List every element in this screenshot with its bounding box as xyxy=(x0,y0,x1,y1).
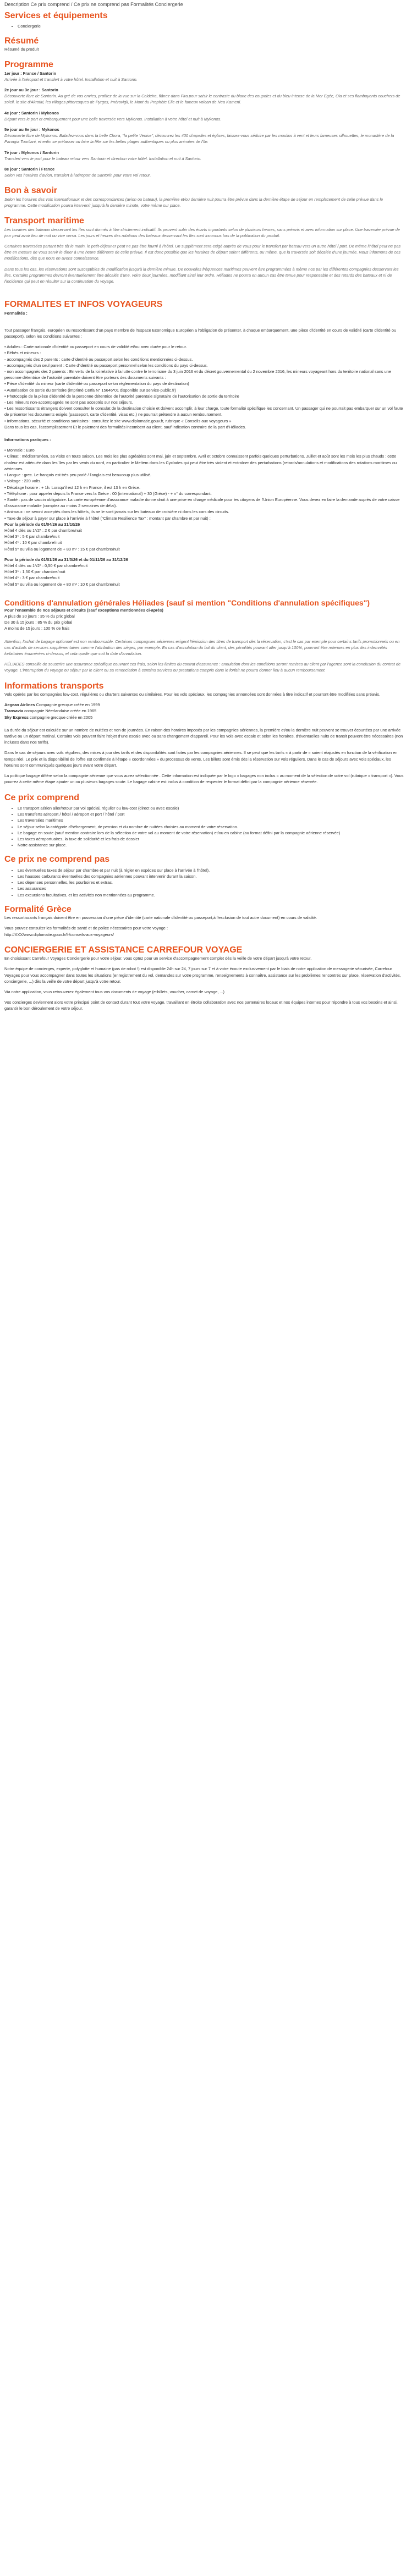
tax-period-row: Hôtel 4 clés ou 1*/2* : 2 € par chambre/nuit xyxy=(4,527,82,533)
transport-maritime-paragraph: Certaines traversées partant très tôt le matin, le petit-déjeuner peut ne pas être fourni à l'hôtel. Un supplément sera exigé auprès de vous pour le transfert par bateau vers un autre hôtel / port. De même l'hôtel peut ne pas être en mesure de vous servir le dîner à une heure différente de celle prévue. Il est donc possible que les horaires de départ soient différents, ou même, que la traversée soit décalée d'une journée. Nous informons de ces modifications, dès que nous en avons connaissance. xyxy=(4,244,401,261)
annulation-paragraph: HÉLIADES conseille de souscrire une assurance spécifique couvrant ces frais, selon les limites du contrat d'assurance : annulation dont les conditions seront remises au client par l'agence sont la conclusion du contrat de voyage. L'interruption du voyage ou séjour par le client ou sa renonciation à certains services ou prestations compris dans le forfait ne pourra donner lieu à aucun remboursement. xyxy=(4,662,401,673)
service-item: • Conciergerie xyxy=(18,23,404,29)
conciergerie-paragraph: En choisissant Carrefour Voyages Conciergerie pour votre séjour, vous optez pour un service d'accompagnement complet dès la veille de votre départ jusqu'à votre retour. xyxy=(4,956,312,961)
annulation-rows xyxy=(4,613,404,632)
infos-transports-paragraph: La politique bagage diffère selon la compagnie aérienne que vous aurez sélectionnée . Cette information est indiquée par le logo « bagages non inclus » au moment de la sélection de votre vol (rubrique « transport »). Vous pourrez à cette même étape ajouter un ou plusieurs bagages soute. Le bagage cabine est inclus à condition de respecter le format défini par la compagnie aérienne réservée. xyxy=(4,773,404,785)
airline-name: Transavia xyxy=(4,708,24,714)
conciergerie-title: CONCIERGERIE ET ASSISTANCE CARREFOUR VOYAGE xyxy=(4,945,243,955)
resume-title: Résumé xyxy=(4,36,39,46)
airline-company xyxy=(4,702,404,708)
airline-desc: compagnie grecque créée en 2005 xyxy=(28,714,93,720)
tax-period-row: Hôtel 3* : 5 € par chambre/nuit xyxy=(4,534,60,540)
practical-line: • Langue : grec. Le français est très peu parlé / l'anglais est beaucoup plus utilisé. xyxy=(4,472,151,478)
programme-days xyxy=(4,70,404,179)
transport-maritime-paragraph: Les horaires des bateaux desservant les îles sont donnés à titre strictement indicatif. Ils peuvent subir des écarts importants selon de plusieurs heures, sans préavis et avec information sur place. Une traversée prévue de jour peut avoir lieu de nuit ou vice versa. Les jours et heures des rotations des bateaux desservant les îles sont inconnus lors de la publication du produit. xyxy=(4,227,400,238)
infos-transports-title: Informations transports xyxy=(4,681,104,691)
prix-comprend-item: • Le transport aérien aller/retour par vol spécial, régulier ou low-cost (direct ou avec escale) xyxy=(18,805,404,811)
prix-ne-comprend-title: Ce prix ne comprend pas xyxy=(4,855,110,865)
prix-ne-comprend-list xyxy=(18,867,404,898)
breadcrumb: Description Ce prix comprend / Ce prix ne comprend pas Formalités Conciergerie xyxy=(4,2,183,7)
bon-savoir-title: Bon à savoir xyxy=(4,186,58,196)
programme-day xyxy=(4,87,404,106)
airline-company xyxy=(4,714,404,720)
transport-maritime-body xyxy=(4,227,404,285)
formalite-line: • Photocopie de la pièce d'identité de la personne détentrice de l'autorité parentale signataire de l'autorisation de sortie du territoire xyxy=(4,393,239,399)
prix-comprend-list xyxy=(18,805,404,848)
tax-period-row: Hôtel 5* ou villa ou logement de + 80 m² : 15 € par chambre/nuit xyxy=(4,546,120,552)
services-list xyxy=(18,23,404,29)
formalite-line: - accompagnés des 2 parents : carte d'identité ou passeport selon les conditions mentionnées ci-dessus. xyxy=(4,356,193,362)
tax-period-head: Pour la période du 01/01/26 au 31/3/26 et du 01/11/26 au 31/12/26 xyxy=(4,557,128,562)
airline-company xyxy=(4,708,404,714)
tax-period-row: Hôtel 3* : 1,50 € par chambre/nuit xyxy=(4,569,65,575)
practical-lines xyxy=(4,447,404,521)
prix-comprend-title: Ce prix comprend xyxy=(4,792,80,802)
formalites-subtitle: Formalités : xyxy=(4,310,28,316)
page-content xyxy=(0,0,408,1012)
programme-day-text: Découverte libre de Santorin. Au gré de vos envies, profitez de la vue sur la Caldeira, flânez dans Fira pour saisir le contraste du blanc des coupoles et du bleu intense de la Mer Egée, Oia et ses flamboyants couchers de soleil, le site d'Akrotiri, les villages pittoresques de Pyrgos, Imérovigli, le Mont du Prophète Elie et le fameux volcan de Nea Kameni. xyxy=(4,93,400,105)
conciergerie-paragraph: Vos concierges deviennent alors votre principal point de contact durant tout votre voyage, travaillant en étroite collaboration avec nos partenaires locaux et nos équipes internes pour répondre à tous vos besoins et ainsi, garantir le bon déroulement de votre séjour. xyxy=(4,1000,398,1011)
programme-day xyxy=(4,126,404,145)
prix-comprend-item: • Les taxes aéroportuaires, la taxe de solidarité et les frais de dossier xyxy=(18,836,404,842)
formalites-intro: Tout passager français, européen ou ressortissant d'un pays membre de l'Espace Economique Européen a l'obligation de présenter, à chaque embarquement, une pièce d'identité en cours de validité (carte d'identité ou passeport), selon les conditions suivantes : xyxy=(4,327,397,339)
programme-day-text: Découverte libre de Mykonos. Baladez-vous dans la belle Chora, "la petite Venise", découvrez les 400 chapelles et églises, laissez-vous séduire par les moulins à vent et leurs fameuses silhouettes, le monastère de la Panagia Tourliani, et enfin se prélasser ou faire la fête sur les belles plages authentiques ou plus animées de l'île. xyxy=(4,133,394,145)
formalite-line: • Bébés et mineurs : xyxy=(4,350,41,356)
prix-comprend-item: • Notre assistance sur place. xyxy=(18,842,404,848)
practical-line: • Décalage horaire : + 1h. Lorsqu'il est 12 h en France, il est 13 h en Grèce. xyxy=(4,485,141,490)
tax-period-row: Hôtel 4 clés ou 1*/2* : 0,50 € par chambre/nuit xyxy=(4,563,88,568)
programme-day-head: 2e jour au 3e jour : Santorin xyxy=(4,87,58,92)
formalite-grece-title: Formalité Grèce xyxy=(4,904,72,914)
airline-name: Sky Express xyxy=(4,714,29,720)
airline-desc: Compagnie grecque créée en 1999 xyxy=(35,702,100,708)
prix-comprend-item: • Le séjour selon la catégorie d'hébergement, de pension et du nombre de nuitées choisies au moment de votre réservation. xyxy=(18,824,404,830)
tax-period-row: Hôtel 4* : 3 € par chambre/nuit xyxy=(4,575,60,581)
bon-savoir-text: Selon les horaires des vols internationaux et des correspondances (avion ou bateau), la première et/ou dernière nuit pourra être prévue dans la dernière étape de séjour en remplacement de celle prévue dans le programme. Cette modification pourra intervenir jusqu'à la dernière minute, votre même sur place. xyxy=(4,196,383,208)
annulation-row: A moins de 15 jours : 100 % de frais xyxy=(4,626,70,631)
infos-transports-intro: Vols opérés par les compagnies low-cost, régulières ou charters suivantes ou similaires. Pour les vols spéciaux, les compagnies annoncées sont données à titre indicatif et pourront être modifiées sans préavis. xyxy=(4,692,381,697)
formalites-title: FORMALITES ET INFOS VOYAGEURS xyxy=(4,300,163,310)
programme-day xyxy=(4,110,404,122)
practical-line: • Monnaie : Euro xyxy=(4,448,35,453)
formalite-grece-link[interactable]: http://XXX/www.diplomatie.gouv.fr/fr/conseils-aux-voyageurs/ xyxy=(4,932,114,937)
programme-day-text: Selon vos horaires d'avion, transfert à l'aéroport de Santorin pour votre vol retour. xyxy=(4,173,151,178)
formalite-line: • Autorisation de sortie du territoire (imprimé Cerfa N° 15646*01 disponible sur service-public.fr) xyxy=(4,387,176,393)
prix-comprend-item: • Les traversées maritimes xyxy=(18,817,404,823)
programme-day-head: 4e jour : Santorin / Mykonos xyxy=(4,110,59,115)
programme-day-head: 1er jour : France / Santorin xyxy=(4,70,57,76)
tax-period xyxy=(4,557,404,587)
programme-title: Programme xyxy=(4,60,53,70)
annulation-paragraph: Attention, l'achat de bagage optionnel est non remboursable. Certaines compagnies aériennes exigent l'émission des titres de transport dès la réservation, c'est le cas par exemple pour certains tarifs promotionnels ou en cas d'achats de services supplémentaires comme l'attribution des sièges, par exemple. En cas d'annulation du fait du client, des pénalités pouvant aller jusqu'à 100%, pourront être retenues en plus des indemnités forfaitaires énumérées ci-dessus, et cela quelle que soit la date d'annulation. xyxy=(4,639,400,657)
programme-day xyxy=(4,150,404,162)
formalite-line: • Adultes : Carte nationale d'identité ou passeport en cours de validité et/ou avec durée pour le retour. xyxy=(4,344,187,350)
tax-period-row: Hôtel 4* : 10 € par chambre/nuit xyxy=(4,540,62,546)
annulation-title: Conditions d'annulation générales Héliades (sauf si mention "Conditions d'annulation spécifiques") xyxy=(4,598,370,607)
prix-ne-comprend-item: • Les assurances xyxy=(18,885,404,891)
programme-day-head: 7è jour : Mykonos / Santorin xyxy=(4,150,59,155)
infos-transports-paragraph: La durée du séjour est calculée sur un nombre de nuitées et non de journées. En raison des horaires imposés par les compagnies aériennes, la première et/ou la dernière nuit peuvent se trouver écourtées par une arrivée tardive ou un départ matinal. Certains vols peuvent faire l'objet d'une escale avec ou sans changement d'appareil. Pour les vols avec escale et selon les horaires, d'éventuelles nuits de transit peuvent être nécessaires (non incluses dans nos tarifs). xyxy=(4,727,403,745)
formalite-line: • Pièce d'identité du mineur (carte d'identité ou passeport selon réglementation du pays de destination) xyxy=(4,381,189,387)
practical-line: • Voltage : 220 volts. xyxy=(4,478,42,484)
prix-ne-comprend-item: • Les dépenses personnelles, les pourboires et extras. xyxy=(18,879,404,885)
practical-line: • Téléphone : pour appeler depuis la France vers la Grèce : 00 (international) + 30 (Grèce) - + n° du correspondant. xyxy=(4,491,212,496)
practical-line: • Taxe de séjour à payer sur place à l'arrivée à l'hôtel ("Climate Resilience Tax" : montant par chambre et par nuit) : xyxy=(4,515,211,521)
formalite-line: - non accompagnés des 2 parents : En vertu de la loi relative à la lutte contre le terrorisme du 3 juin 2016 et du décret gouvernemental du 2 novembre 2016, les mineurs voyageant hors du territoire national sans une personne détentrice de l'autorité parentale doivent être porteurs des documents suivants : xyxy=(4,369,391,381)
formalite-grece-paragraph: Vous pouvez consulter les formalités de santé et de police nécessaires pour votre voyage : xyxy=(4,926,168,931)
practical-line: • Climat : méditerranéen, sa visite en toute saison. Les mois les plus agréables sont mai, juin et septembre. Avril et octobre connaissent parfois quelques perturbations. Juillet et août sont les mois les plus chauds : cette chaleur est atténuée dans les îles par les vents du nord, en particulier le Meltem dans les Cyclades qui peut être très violent et entraîner des perturbations (retards/annulations et modifications des rotations maritimes ou aériennes. xyxy=(4,454,397,471)
prix-comprend-item: • Le bagage en soute (sauf mention contraire lors de la sélection de votre vol au moment de votre réservation) et/ou en cabine (au format défini par la compagnie aérienne réservée) xyxy=(18,830,404,836)
formalite-grece-paragraph: Les ressortissants français doivent être en possession d'une pièce d'identité (carte nationale d'identité ou passeport,à l'exclusion de tout autre document) en cours de validité. xyxy=(4,915,317,921)
formalite-line: - Les mineurs non-accompagnés ne sont pas acceptés sur nos séjours. xyxy=(4,400,133,405)
programme-day-text: Départ vers le port et embarquement pour une belle traversée vers Mykonos. Installation à votre hôtel et nuit à Mykonos. xyxy=(4,116,222,122)
tax-periods xyxy=(4,521,404,587)
services-title: Services et équipements xyxy=(4,11,108,20)
annulation-row: A plus de 30 jours : 35 % du prix global xyxy=(4,614,75,619)
prix-ne-comprend-item: • Les hausses carburants éventuelles des compagnies aériennes pouvant intervenir durant la saison. xyxy=(18,873,404,879)
formalites-lines xyxy=(4,344,404,430)
programme-day-head: 8e jour : Santorin / France xyxy=(4,167,55,172)
practical-title: Informations pratiques : xyxy=(4,437,51,443)
tax-period-row: Hôtel 5* ou villa ou logement de + 80 m² : 10 € par chambre/nuit xyxy=(4,581,120,587)
resume-text: Résumé du produit xyxy=(4,46,39,52)
programme-day xyxy=(4,70,404,82)
programme-day-text: Arrivée à l'aéroport et transfert à votre hôtel. Installation et nuit à Santorin. xyxy=(4,76,138,82)
conciergerie-paragraph: Notre équipe de concierges, experte, polyglotte et humaine (pas de robot !) est disponible 24h sur 24, 7 jours sur 7 et à votre écoute exclusivement par le biais de notre application de messagerie sécurisée, Carrefour Voyages pour vous accompagner dans toutes les situations (enregistrement du vol, demandes sur votre programme, renseignements à connaître, assistance sur les problèmes rencontrés sur place, réservation d'activités, conciergerie, ...) dès la veille de votre départ jusqu'à votre retour. xyxy=(4,966,401,984)
tax-period xyxy=(4,521,404,552)
formalite-line: Dans tous les cas, l'accomplissement Et le paiement des formalités incombent au client, sauf indication contraire de la part d'Héliades. xyxy=(4,424,246,430)
airline-companies xyxy=(4,702,404,720)
formalite-line: • Les ressortissants étrangers doivent consulter le consulat de la destination choisie et doivent accomplir, à leur charge, toute formalité spécifique les concernant. Un passager qui ne pourrait pas embarquer sur un vol faute de présenter les documents exigés (passeport, carte d'identité, visas etc.) ne pourrait prétendre à aucun remboursement. xyxy=(4,406,403,417)
annulation-row: De 30 à 15 jours : 85 % du prix global xyxy=(4,620,73,625)
practical-line: • Santé : pas de vaccin obligatoire. La carte européenne d'assurance maladie donne droit à une prise en charge médicale pour les citoyens de l'Union Européenne. Vous devez en faire la demande auprès de votre caisse d'assurance maladie (comptez au moins 2 semaines de délai). xyxy=(4,497,400,509)
transport-maritime-title: Transport maritime xyxy=(4,216,84,226)
conciergerie-paragraph: Via notre application, vous retrouverez également tous vos documents de voyage (e-billets, voucher, carnet de voyage, ...) xyxy=(4,989,225,994)
prix-comprend-item: • Les transferts aéroport / hôtel / aéroport et port / hôtel / port xyxy=(18,811,404,817)
formalite-line: - accompagnés d'un seul parent : Carte d'identité ou passeport personnel selon les conditions du pays ci-dessus. xyxy=(4,362,208,368)
transport-maritime-paragraph: Dans tous les cas, les réservations sont susceptibles de modification jusqu'à la dernière minute. De nouvelles fréquences maritimes peuvent être programmées à même nos par les différentes compagnies desservant les îles. Certains programmes devront éventuellement être décalés d'une, voire deux journées, modifiant ainsi leur ordre. Héliades ne pourra en aucun cas être tenue pour responsable et des retards des bateaux et ni de l'incidence qui peut en résulter sur la continuation du voyage. xyxy=(4,266,399,284)
infos-transports-paragraph: Dans le cas de séjours avec vols réguliers, des mises à jour des tarifs et des disponibilités sont faites par les compagnies aériennes. Il se peut que les tarifs « à partir de » soient réajustés en fonction de la vérification en temps réel. Le prix et la disponibilité de l'offre est confirmée à l'étape « coordonnées » du processus de vente. Les billets sont émis dès la réservation sur vols réguliers. Dans le cas de séjours avec vols spéciaux, les horaires sont communiqués quelques jours avant votre départ. xyxy=(4,750,398,768)
prix-ne-comprend-item: • Les excursions facultatives, et les activités non mentionnées au programme. xyxy=(18,892,404,898)
programme-day-text: Transfert vers le port pour le bateau retour vers Santorin et direction votre hôtel. Installation et nuit à Santorin. xyxy=(4,156,202,161)
practical-line: • Animaux : ne seront acceptés dans les hôtels, ils ne le sont jamais sur les bateaux de croisière ni dans les cars des circuits. xyxy=(4,509,229,515)
airline-desc: compagnie Néerlandaise créée en 1965 xyxy=(23,708,97,714)
programme-day xyxy=(4,166,404,178)
airline-name: Aegean Airlines xyxy=(4,702,35,708)
programme-day-head: 5e jour au 6e jour : Mykonos xyxy=(4,127,59,132)
prix-ne-comprend-item: • Les éventuelles taxes de séjour par chambre et par nuit (à régler en espèces sur place à l'arrivée à l'hôtel). xyxy=(18,867,404,873)
tax-period-head: Pour la période du 01/04/26 au 31/10/26 xyxy=(4,521,80,527)
annulation-head: Pour l'ensemble de nos séjours et circuits (sauf exceptions mentionnées ci-après) xyxy=(4,607,163,613)
formalite-line: • Informations, sécurité et conditions sanitaires : consultez le site www.diplomatie.gouv.fr, rubrique « Conseils aux voyageurs » xyxy=(4,418,232,423)
